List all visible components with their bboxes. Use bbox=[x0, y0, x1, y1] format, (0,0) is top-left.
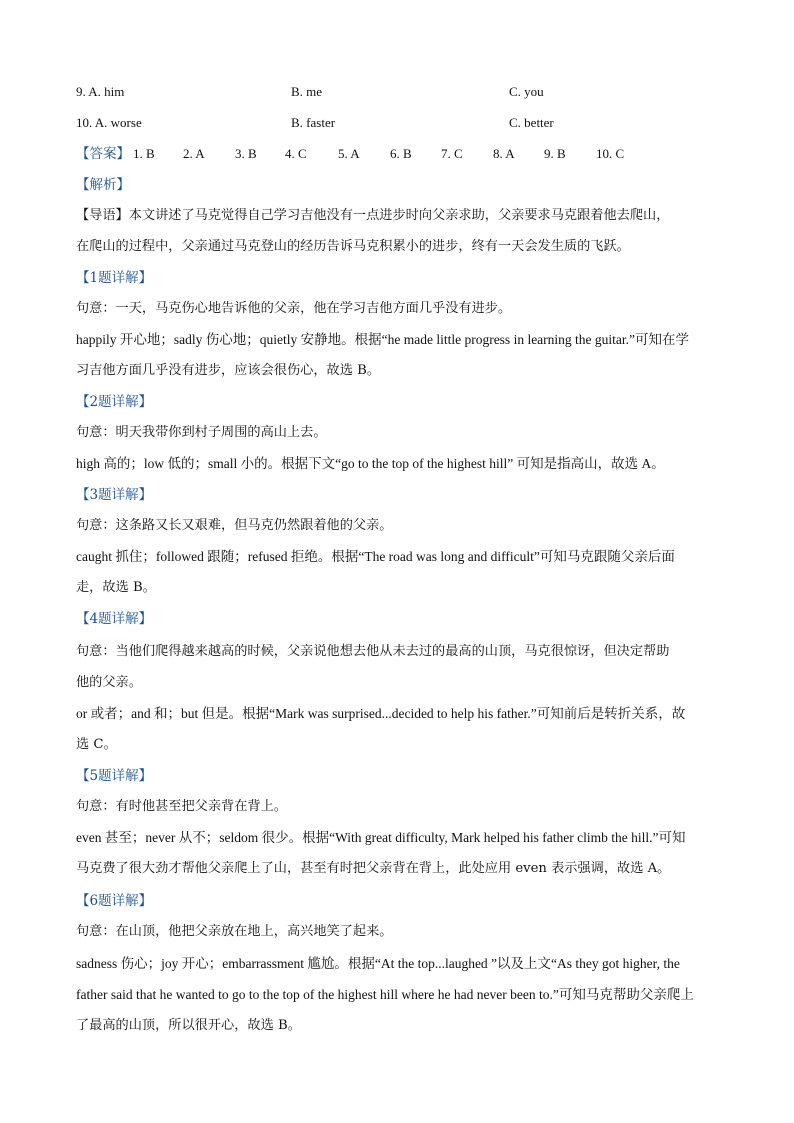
analysis-label: 【解析】 bbox=[76, 177, 130, 193]
answer-item: 8. A bbox=[493, 146, 515, 161]
explanation-line: sadness 伤心；joy 开心；embarrassment 尴尬。根据“At the top...laughed ”以及上文“As they got higher, the bbox=[76, 956, 680, 971]
explanation-line: or 或者；and 和；but 但是。根据“Mark was surprised...decided to help his father.”可知前后是转折关系，故 bbox=[76, 706, 686, 721]
option-9-b: B. me bbox=[291, 84, 323, 99]
option-10-c: C. better bbox=[509, 115, 554, 130]
option-10-a: 10. A. worse bbox=[76, 115, 142, 130]
sentence-meaning: 句意：在山顶，他把父亲放在地上，高兴地笑了起来。 bbox=[76, 924, 393, 939]
answer-item: 2. A bbox=[183, 146, 205, 161]
explanation-line: 走，故选 B。 bbox=[76, 580, 156, 595]
explanation-line: 选 C。 bbox=[76, 737, 117, 752]
sentence-meaning: 句意：明天我带你到村子周围的高山上去。 bbox=[76, 425, 327, 440]
answer-item: 7. C bbox=[441, 146, 463, 161]
option-9-a: 9. A. him bbox=[76, 84, 125, 99]
sentence-meaning: 句意：当他们爬得越来越高的时候，父亲说他想去他从未去过的最高的山顶，马克很惊讶，但决定帮助 bbox=[76, 644, 670, 659]
answer-item: 3. B bbox=[235, 146, 257, 161]
option-9-c: C. you bbox=[509, 84, 544, 99]
intro-line: 在爬山的过程中，父亲通过马克登山的经历告诉马克积累小的进步，终有一天会发生质的飞跃。 bbox=[76, 239, 630, 254]
sentence-meaning: 句意：一天，马克伤心地告诉他的父亲，他在学习吉他方面几乎没有进步。 bbox=[76, 301, 512, 316]
sentence-meaning: 他的父亲。 bbox=[76, 675, 142, 690]
explanation-line: even 甚至；never 从不；seldom 很少。根据“With great difficulty, Mark helped his father climb the hill.”可知 bbox=[76, 830, 686, 845]
answer-item: 9. B bbox=[544, 146, 566, 161]
explanation-line: happily 开心地；sadly 伤心地；quietly 安静地。根据“he made little progress in learning the guitar.”可知在学 bbox=[76, 332, 690, 347]
question-heading: 【5题详解】 bbox=[76, 768, 153, 784]
answer-item: 1. B bbox=[133, 146, 155, 161]
answer-label: 【答案】 bbox=[76, 146, 130, 162]
question-heading: 【4题详解】 bbox=[76, 611, 153, 627]
sentence-meaning: 句意：这条路又长又艰难，但马克仍然跟着他的父亲。 bbox=[76, 518, 393, 533]
question-heading: 【6题详解】 bbox=[76, 893, 153, 909]
explanation-line: caught 抓住；followed 跟随；refused 拒绝。根据“The road was long and difficult”可知马克跟随父亲后面 bbox=[76, 549, 675, 564]
question-heading: 【2题详解】 bbox=[76, 394, 153, 410]
intro-line: 【导语】本文讲述了马克觉得自己学习吉他没有一点进步时向父亲求助，父亲要求马克跟着他去爬山， bbox=[76, 208, 670, 223]
sentence-meaning: 句意：有时他甚至把父亲背在背上。 bbox=[76, 799, 287, 814]
answer-item: 5. A bbox=[338, 146, 360, 161]
question-heading: 【1题详解】 bbox=[76, 270, 153, 286]
answer-item: 6. B bbox=[390, 146, 412, 161]
explanation-line: father said that he wanted to go to the top of the highest hill where he had never been to.”可知马克帮助父亲爬上 bbox=[76, 987, 694, 1002]
explanation-line: 习吉他方面几乎没有进步，应该会很伤心，故选 B。 bbox=[76, 363, 381, 378]
answer-item: 4. C bbox=[285, 146, 307, 161]
option-10-b: B. faster bbox=[291, 115, 336, 130]
answer-item: 10. C bbox=[596, 146, 625, 161]
explanation-line: high 高的；low 低的；small 小的。根据下文“go to the top of the highest hill” 可知是指高山，故选 A。 bbox=[76, 456, 665, 471]
question-heading: 【3题详解】 bbox=[76, 487, 153, 503]
explanation-line: 马克费了很大劲才帮他父亲爬上了山，甚至有时把父亲背在背上，此处应用 even 表示强调，故选 A。 bbox=[76, 861, 671, 876]
explanation-line: 了最高的山顶，所以很开心，故选 B。 bbox=[76, 1018, 301, 1033]
